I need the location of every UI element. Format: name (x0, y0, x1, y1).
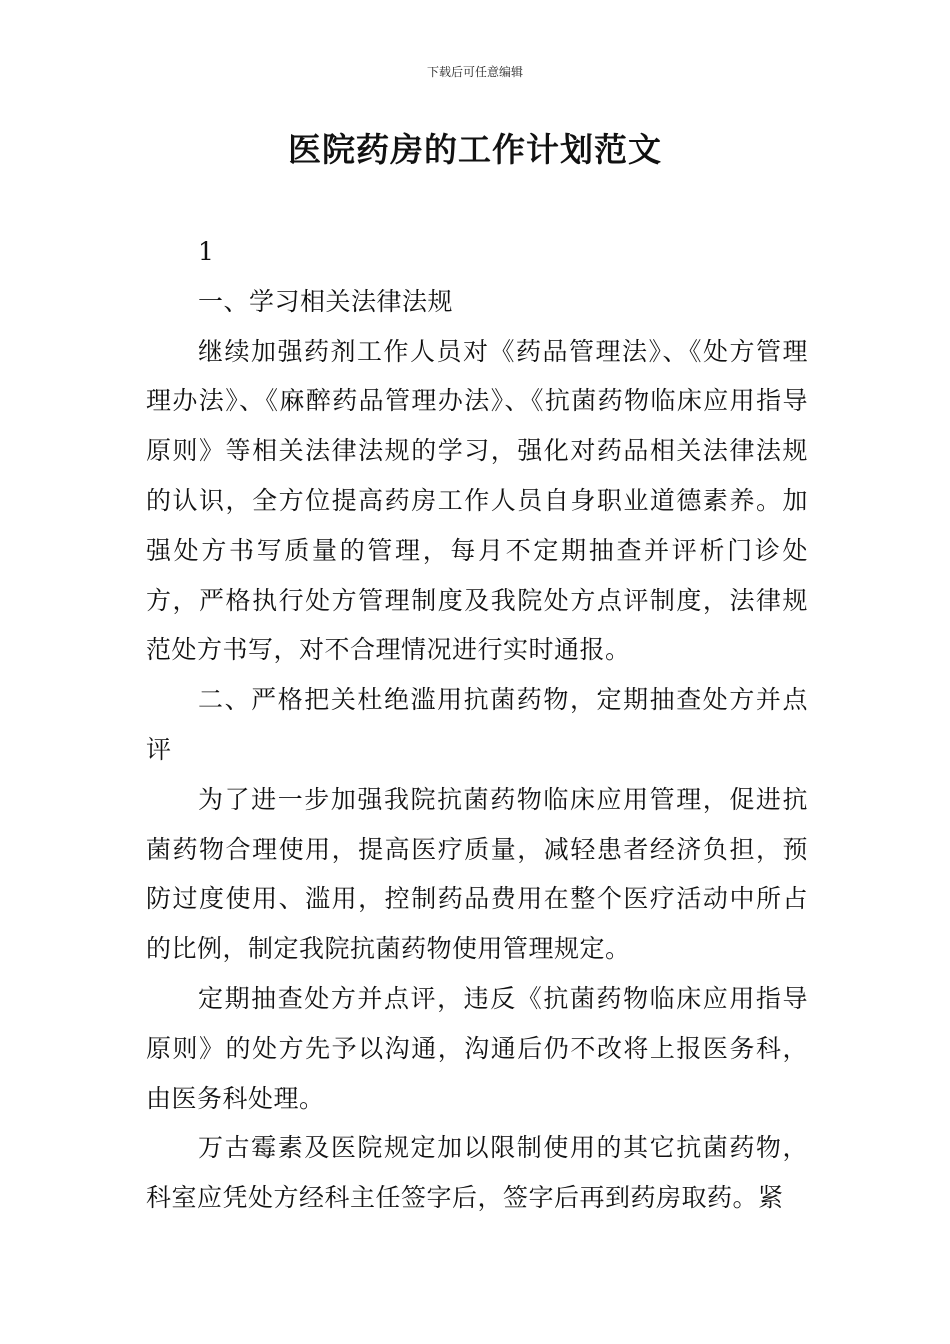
header-note: 下载后可任意编辑 (426, 65, 523, 79)
document-body (146, 227, 808, 1223)
body-paragraph-3: 定期抽查处方并点评，违反《抗菌药物临床应用指导原则》的处方先予以沟通，沟通后仍不改将上报医务科，由医务科处理。 (146, 983, 808, 1113)
body-paragraph-2: 为了进一步加强我院抗菌药物临床应用管理，促进抗菌药物合理使用，提高医疗质量，减轻患者经济负担，预防过度使用、滥用，控制药品费用在整个医疗活动中所占的比例，制定我院抗菌药物使用管理规定。 (146, 784, 808, 964)
body-paragraph-4: 万古霉素及医院规定加以限制使用的其它抗菌药物，科室应凭处方经科主任签字后，签字后再到药房取药。紧 (146, 1133, 808, 1213)
section-number: 1 (198, 237, 215, 266)
section-heading-2: 二、严格把关杜绝滥用抗菌药物，定期抽查处方并点评 (146, 685, 808, 764)
document-title: 医院药房的工作计划范文 (288, 130, 662, 169)
body-paragraph-1: 继续加强药剂工作人员对《药品管理法》、《处方管理理办法》、《麻醉药品管理办法》、《抗菌药物临床应用指导原则》等相关法律法规的学习，强化对药品相关法律法规的认识，全方位提高药房工作人员自身职业道德素养。加强处方书写质量的管理，每月不定期抽查并评析门诊处方，严格执行处方管理制度及我院处方点评制度，法律规范处方书写，对不合理情况进行实时通报。 (146, 336, 808, 665)
section-heading-1: 一、学习相关法律法规 (198, 286, 454, 316)
